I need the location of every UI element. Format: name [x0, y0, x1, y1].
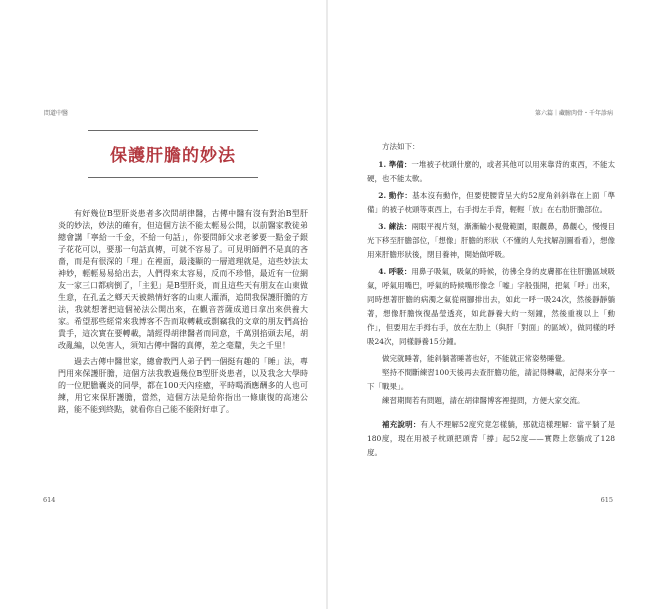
closing-line-2: 堅持不間斷練習100天後再去查肝膽功能，請記得轉載，記得來分享一下「戰果」。	[367, 368, 615, 391]
method-item-label: 4. 呼吸：	[378, 267, 412, 276]
method-item-text: 基本沒有動作，但要使腰背呈大約52度角斜斜靠在上面「準備」的被子枕頭等東西上，右手拇左手背，輕輕「放」在右肋肝膽部位。	[367, 191, 615, 214]
left-page	[0, 0, 327, 609]
chapter-title-box	[88, 130, 258, 178]
left-body-text	[58, 208, 308, 416]
supplement-label: 補充說明：	[382, 420, 421, 429]
method-item-label: 3. 練法：	[378, 222, 412, 231]
left-page-number: 614	[43, 496, 56, 504]
left-paragraph-1: 有好幾位B型肝炎患者多次問胡律醫，古傳中醫有沒有對治B型肝炎的妙法，妙法的確有，但這個方法不能太輕易公開，以前醫家教徒弟總會講「寧給一千金，不給一句話」，你要問師父求老爹要一點金子銀子花花可以，要那一句話真傳，可就不容易了。可見明師們不是真的吝嗇，而是有很深的「理」在裡面，最淺顯的一層道理就是，這些妙法太神妙，輕輕易易給出去，人們得來太容易，反而不珍惜，最近有一位網友一家三口都病倒了，「主犯」是B型肝炎，而且這些天有朋友在山東做生意，在孔孟之鄉天天被熱情好客的山東人灌酒，追問我保護肝膽的方法，我就想著把這個祕法公開出來，在觀音菩薩成道日拿出來供養大家。希望那些經常來我博客不告而取轉載或剽竊我的文章的朋友們高抬貴手，這次實在要轉載，請經得胡律醫者而同意，千萬別掐頭去尾，胡改亂編，以免害人，須知古傳中醫的真傳，差之毫釐，失之千里！	[58, 209, 308, 350]
method-item-action	[367, 189, 615, 217]
method-item-text: 一堆被子枕頭什麼的，或者其他可以用來靠背的東西，不能太硬，也不能太軟。	[367, 160, 615, 183]
supplement-text: 有人不理解52度究竟怎樣躺，那就這樣理解：當平躺了是180度，現在用被子枕頭把頭背「撐」起52度——實際上您躺成了128度。	[367, 420, 615, 457]
right-body-text	[367, 140, 615, 460]
closing-line-1: 做完就睡著，能斜躺著睡著也好，不能就正常姿勢睡覺。	[382, 354, 570, 363]
chapter-title: 保護肝膽的妙法	[110, 146, 236, 166]
supplement-note	[367, 418, 615, 460]
method-item-breathing	[367, 265, 615, 349]
method-item-label: 2. 動作：	[378, 191, 413, 200]
method-item-practice	[367, 220, 615, 262]
method-item-text: 用鼻子吸氣，吸氣的時候，彷彿全身的皮膚都在往肝膽區域吸氣，呼氣用嘴巴，呼氣的時候嘴形像念「嘘」字般張開，把氣「呼」出來，同時想著肝膽的病濁之氣從兩腳排出去，如此一呼一吸24次，然後靜靜躺著，想像肝膽恢復晶瑩透亮，如此靜養大約一刻鐘，然後重複以上「動作」，但要用左手拇右手，放在左肋上（與肝「對面」的區域），做同樣的呼吸24次，同樣靜養15分鐘。	[367, 267, 615, 346]
right-page-number: 615	[600, 496, 613, 504]
left-paragraph-2: 過去古傳中醫世家，總會教門人弟子們一個挺有趣的「睡」法，專門用來保護肝膽，這個方法我教過幾位B型肝炎患者，以及我念大學時的一位肥膽囊炎的同學，都在100天內痊癒，平時喝酒應酬多的人也可練，用它來保肝護膽，當然，這個方法是給你指出一條康復的高速公路，能不能到終點，就看你自己能不能附好車了。	[58, 357, 308, 414]
left-running-head: 問道中醫	[44, 110, 69, 117]
method-item-prepare	[367, 158, 615, 186]
method-intro: 方法如下：	[382, 142, 420, 151]
closing-line-3: 練習期間若有問題，請在胡律醫博客裡提問，方便大家交流。	[382, 396, 585, 405]
right-running-head: 第六篇｜藏腑肉骨・千年診病	[534, 110, 613, 117]
method-item-label: 1. 準備：	[378, 160, 412, 169]
method-item-text: 兩眼平視片刻，漸漸輸小視覺範圍，眼觀鼻，鼻觀心，慢慢目光下移至肝膽部位，「想像」肝膽的形狀（不懂的人先找解剖圖看看），想像用來肝膽形狀後，閉目養神，開始做呼吸。	[367, 222, 615, 259]
